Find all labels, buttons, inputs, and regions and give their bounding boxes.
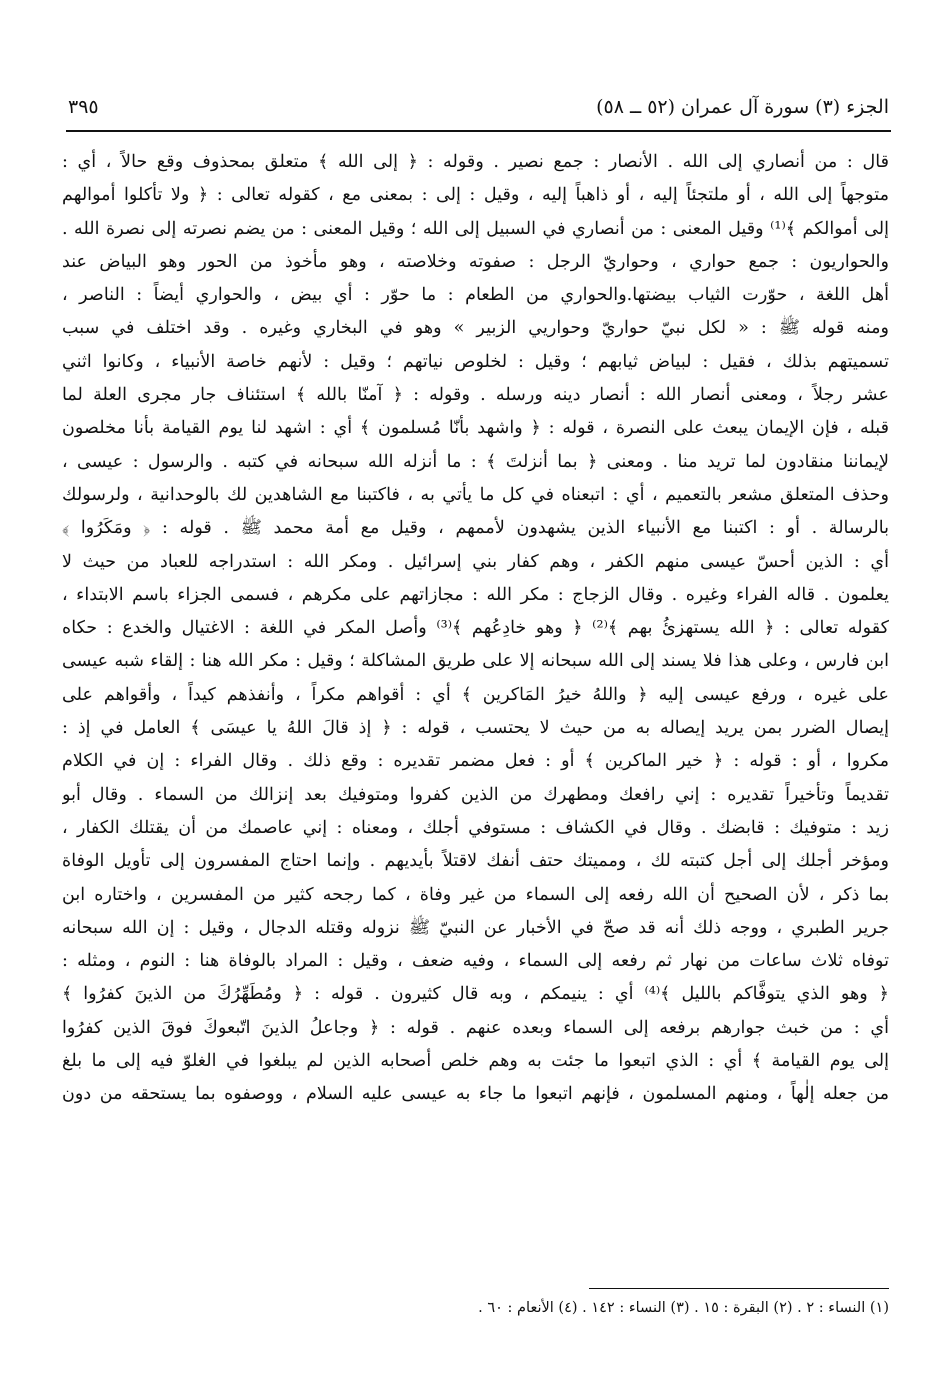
- footnotes: (١) النساء : ٢ . (٢) البقرة : ١٥ . (٣) النساء : ١٤٢ . (٤) الأنعام : ٦٠ .: [478, 1300, 889, 1316]
- commentary-text: [62, 146, 889, 1112]
- text-line: متوجهاً إلى الله ، أو ملتجئاً إليه ، أو ذاهباً إليه ، وقيل : إلى : بمعنى مع ، كقوله تعالى : ﴿ ولا تأكلوا أموالهم: [62, 185, 889, 206]
- text-line: ومنه قوله ﷺ : « لكل نبيّ حواريّ وحواريي الزبير » وهو في البخاري وغيره . وقد اختلف في سبب: [62, 318, 889, 339]
- text-line: بالرسالة . أو : اكتبنا مع الأنبياء الذين يشهدون لأممهم ، وقيل مع أمة محمد ﷺ . قوله : ﴿ ومَكَرُوا ﴾: [62, 518, 889, 539]
- text-line: لإيماننا منقادون لما تريد منا . ومعنى ﴿ بما أنزلتَ ﴾ : ما أنزله الله سبحانه في كتبه . والرسول : عيسى ،: [62, 451, 889, 472]
- page-number: ٣٩٥: [68, 96, 99, 118]
- header-rule: [66, 130, 891, 132]
- text-line: وحذف المتعلق مشعر بالتعميم ، أي : اتبعناه في كل ما يأتي به ، فاكتبنا مع الشاهدين لك بالوحدانية ، ولرسولك: [62, 484, 889, 505]
- text-line: أهل اللغة ، حوّرت الثياب بيضتها.والحواري من الطعام : ما حوّر : أي بيض ، والحواري أيضاً : الناصر ،: [62, 285, 889, 306]
- text-line: تقديماً وتأخيراً تقديره : إني رافعك ومطهرك من الذين كفروا ومتوفيك بعد إنزالك من السماء . وقال أبو: [62, 784, 889, 805]
- text-line: زيد : متوفيك : قابضك . وقال في الكشاف : مستوفي أجلك ، ومعناه : إني عاصمك من أن يقتلك الكفار ،: [62, 817, 889, 838]
- text-line: إيصال الضرر بمن يريد إيصاله به من حيث لا يحتسب ، قوله : ﴿ إذ قالَ اللهُ يا عيسَى ﴾ العامل في إذ :: [62, 718, 889, 739]
- text-line: كقوله تعالى : ﴿ الله يستهزئُ بهم ﴾⁽²⁾ ﴿ وهو خادِعُهم ﴾⁽³⁾ وأصل المكر في اللغة : الاغتيال والخدع : حكاه: [62, 618, 889, 639]
- text-line: عشر رجلاً ، ومعنى أنصار الله : أنصار دينه ورسله . وقوله : ﴿ آمنّا بالله ﴾ استئناف جار مجرى العلة لما: [62, 385, 889, 406]
- text-line: ابن فارس ، وعلى هذا فلا يسند إلى الله سبحانه إلا على طريق المشاكلة ؛ وقيل : مكر الله هنا : إلقاء شبه عيسى: [62, 651, 889, 672]
- text-line: إلى يوم القيامة ﴾ أي : الذي اتبعوا ما جئت به وهم خلص أصحابه الذين لم يبلغوا في الغلوّ فيه إلى ما بلغ: [62, 1051, 889, 1072]
- text-line: على غيره ، ورفع عيسى إليه ﴿ واللهُ خيرُ المَاكرين ﴾ أي : أقواهم مكراً ، وأنفذهم كيداً ، وأقواهم على: [62, 684, 889, 705]
- text-line: أي : الذين أحسّ عيسى منهم الكفر ، وهم كفار بني إسرائيل . ومكر الله : استدراجه للعباد من حيث لا: [62, 551, 889, 572]
- text-line: ومؤخر أجلك إلى أجل كتبته لك ، ومميتك حتف أنفك لاقتلاً بأيديهم . وإنما احتاج المفسرون إلى تأويل الوفاة: [62, 851, 889, 872]
- text-line: جرير الطبري ، ووجه ذلك أنه قد صحّ في الأخبار عن النبيّ ﷺ نزوله وقتله الدجال ، وقيل : إن الله سبحانه: [62, 917, 889, 938]
- text-line: توفاه ثلاث ساعات من نهار ثم رفعه إلى السماء ، وفيه ضعف ، وقيل : المراد بالوفاة هنا : النوم ، ومثله :: [62, 951, 889, 972]
- running-header: [68, 90, 889, 124]
- text-line: من جعله إلٰهاً ، ومنهم المسلمون ، فإنهم اتبعوا ما جاء به عيسى عليه السلام ، ووصفوه بما يستحقه من دون: [62, 1084, 889, 1105]
- text-line: بما ذكر ، لأن الصحيح أن الله رفعه إلى السماء من غير وفاة ، كما رجحه كثير من المفسرين ، واختاره ابن: [62, 884, 889, 905]
- text-line: والحواريون : جمع حواري ، وحواريّ الرجل : صفوته وخلاصته ، وهو مأخوذ من الحور وهو البياض عند: [62, 251, 889, 272]
- text-line: ﴿ وهو الذي يتوفَّاكم بالليل ﴾⁽⁴⁾ أي : ينيمكم ، وبه قال كثيرون . قوله : ﴿ ومُطَهِّرُكَ من الذينَ كفرُوا ﴾: [62, 984, 889, 1005]
- text-line: أي : من خبث جوارهم برفعه إلى السماء وبعده عنهم . قوله : ﴿ وجاعلُ الذينَ اتّبعوكَ فوقَ الذين كفرُوا: [62, 1017, 889, 1038]
- text-line: قال : من أنصاري إلى الله . الأنصار : جمع نصير . وقوله : ﴿ إلى الله ﴾ متعلق بمحذوف وقع حالاً ، أي :: [62, 152, 889, 172]
- text-line: مكروا ، أو : قوله : ﴿ خير الماكرين ﴾ أو : فعل مضمر تقديره : وقع ذلك . وقال الفراء : إن في الكلام: [62, 751, 889, 772]
- text-line: يعلمون . قاله الفراء وغيره . وقال الزجاج : مكر الله : مجازاتهم على مكرهم ، فسمى الجزاء باسم الابتداء ،: [62, 584, 889, 605]
- text-line: قبله ، فإن الإيمان يبعث على النصرة ، قوله : ﴿ واشهد بأنّا مُسلمون ﴾ أي : اشهد لنا يوم القيامة بأنا مخلصون: [62, 418, 889, 439]
- text-line: تسميتهم بذلك ، فقيل : لبياض ثيابهم ؛ وقيل : لخلوص نياتهم ؛ وقيل : لأنهم خاصة الأنبياء ، وكانوا اثني: [62, 351, 889, 372]
- footnote-rule: [589, 1288, 889, 1289]
- text-line: إلى أموالكم ﴾⁽¹⁾ وقيل المعنى : من أنصاري في السبيل إلى الله ؛ وقيل المعنى : من يضم نصرته إلى نصرة الله .: [62, 218, 889, 239]
- chapter-title: الجزء (٣) سورة آل عمران (٥٢ ــ ٥٨): [596, 96, 889, 118]
